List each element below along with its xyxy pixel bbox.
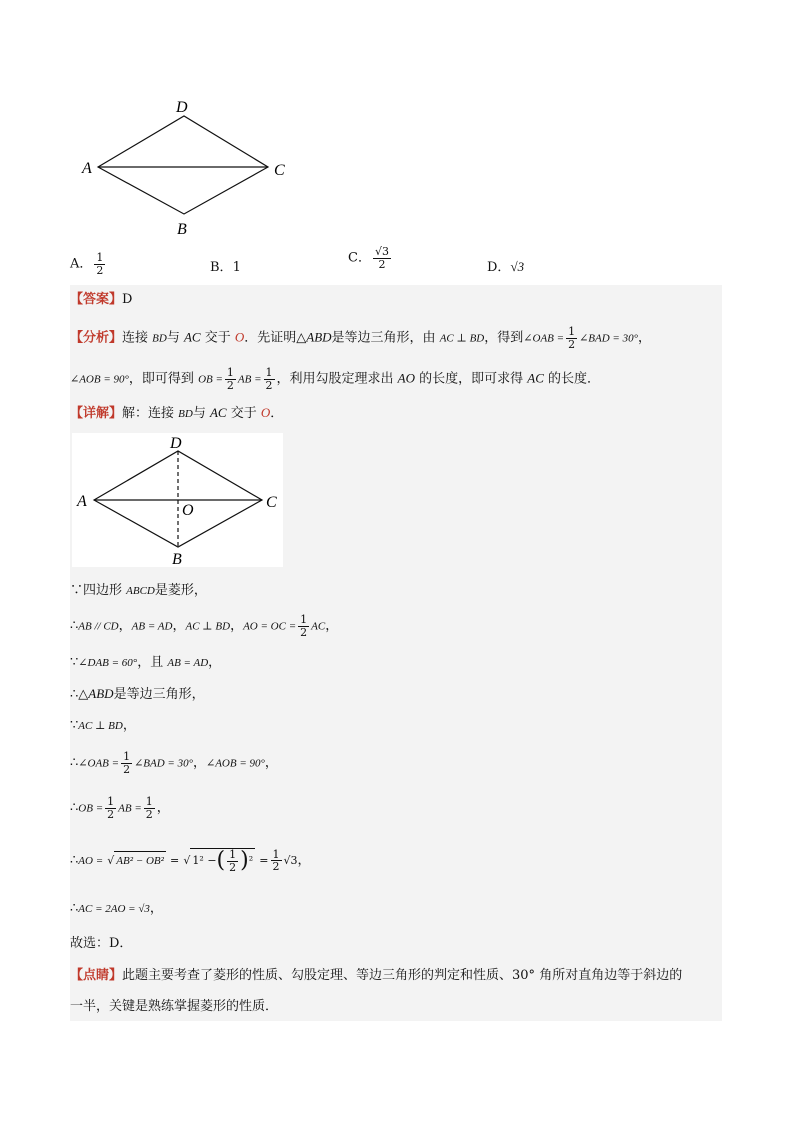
math-o: O xyxy=(260,405,271,420)
fraction-den: 2 xyxy=(272,860,280,874)
math-angle-bad: ∠BAD = 30° xyxy=(134,757,193,770)
step-text: ， xyxy=(172,618,186,634)
step-text: ， xyxy=(122,718,136,733)
vertex-label-c: C xyxy=(266,494,277,511)
fraction-den: 2 xyxy=(107,807,115,821)
option-c-num: √3 xyxy=(374,245,389,258)
fraction-den: 2 xyxy=(265,378,273,392)
fraction-num: 1 xyxy=(107,795,115,808)
math-ab: AB = xyxy=(237,373,262,386)
math-ac: AC xyxy=(311,620,326,633)
math-angle-oab: ∠OAB = xyxy=(78,757,120,770)
math-ao-oc: AO = OC = xyxy=(243,620,297,633)
math-perp: AC ⊥ BD xyxy=(439,332,485,345)
step-2 xyxy=(70,614,722,638)
radicand-2-part: 1² − xyxy=(192,854,217,868)
rhombus-figure xyxy=(70,92,300,242)
answer-tag: 【答案】 xyxy=(70,292,123,307)
math-o: O xyxy=(234,329,245,345)
step-text: ， xyxy=(264,755,278,771)
vertex-label-c: C xyxy=(274,162,285,179)
therefore-symbol: ∴ xyxy=(70,755,79,771)
option-a xyxy=(70,252,107,276)
radicand-2 xyxy=(190,848,255,873)
comment-text: 此题主要考查了菱形的性质、勾股定理、等边三角形的判定和性质、30° 角所对直角边等于斜边的 xyxy=(122,968,683,983)
step-text: 是菱形， xyxy=(154,583,207,598)
math-bd: BD xyxy=(152,332,167,345)
option-d-text: √3 xyxy=(510,259,525,274)
step-6 xyxy=(70,751,722,775)
step-5 xyxy=(70,717,722,735)
math-ao: AO = xyxy=(78,855,104,868)
vertex-label-a: A xyxy=(82,160,92,177)
analysis-line-1 xyxy=(70,326,722,350)
rhombus-outline xyxy=(98,116,268,214)
step-text: ， xyxy=(208,655,222,670)
because-symbol: ∵ xyxy=(70,655,79,670)
option-a-letter: A． xyxy=(70,256,93,272)
step-9 xyxy=(70,900,722,918)
radicand-2-exp: ² xyxy=(248,854,254,868)
analysis-text: ．先证明 xyxy=(244,330,297,346)
step-10 xyxy=(70,935,722,953)
analysis-text: 是等边三角形，由 xyxy=(331,330,440,346)
rhombus-diagonals-figure xyxy=(72,433,283,567)
step-text: ， xyxy=(297,853,311,869)
math-angle-aob: ∠AOB = 90° xyxy=(206,757,265,770)
fraction-half xyxy=(105,796,116,820)
detail-text: ． xyxy=(270,406,284,421)
analysis-tag: 【分析】 xyxy=(70,330,123,346)
math-ac: AC xyxy=(183,329,201,345)
math-triangle: △ABD xyxy=(78,686,114,701)
fraction-num: 1 xyxy=(145,795,153,808)
analysis-text: 与 xyxy=(166,330,184,346)
because-symbol: ∵ xyxy=(70,718,79,733)
vertex-label-d: D xyxy=(170,435,182,452)
step-text: 四边形 xyxy=(83,583,127,598)
detail-text: 交于 xyxy=(226,406,261,421)
math-ac-value: AC = 2AO = √3 xyxy=(78,903,150,915)
step-3 xyxy=(70,654,722,672)
analysis-text: ，得到 xyxy=(484,330,524,346)
math-ab-ad: AB = AD xyxy=(167,657,209,669)
math-ac: AC xyxy=(209,405,227,420)
therefore-symbol: ∴ xyxy=(70,618,79,634)
fraction-half xyxy=(225,367,236,391)
fraction-num: 1 xyxy=(123,750,131,763)
analysis-text: ，即可得到 xyxy=(128,371,199,387)
detail-text: 与 xyxy=(192,406,210,421)
vertex-label-a: A xyxy=(77,493,87,510)
analysis-text: ， xyxy=(637,330,651,346)
detail-tag: 【详解】 xyxy=(70,406,123,421)
vertex-label-b: B xyxy=(172,551,182,567)
step-7 xyxy=(70,796,722,820)
therefore-symbol: ∴ xyxy=(70,901,79,916)
step-text: ， xyxy=(192,755,206,771)
fraction-num: 1 xyxy=(300,613,308,626)
math-ab: AB = xyxy=(118,802,142,815)
math-angle-oab: ∠OAB = xyxy=(523,332,565,345)
fraction-num: 1 xyxy=(229,848,237,861)
final-choice: 故选：D． xyxy=(70,936,133,951)
option-c-den: 2 xyxy=(378,257,386,271)
fraction-den: 2 xyxy=(568,337,576,351)
sqrt-3: √3 xyxy=(283,854,298,868)
analysis-text: 的长度． xyxy=(543,371,601,387)
comment-line-1 xyxy=(70,967,722,985)
math-angle-aob: ∠AOB = 90° xyxy=(70,373,129,386)
option-a-den: 2 xyxy=(96,263,104,277)
analysis-text: 连接 xyxy=(122,330,153,346)
fraction-half xyxy=(298,614,309,638)
math-parallel: AB // CD xyxy=(78,620,119,633)
step-4 xyxy=(70,685,722,704)
step-text: ，且 xyxy=(137,655,168,670)
math-angle-dab: ∠DAB = 60° xyxy=(78,657,138,669)
step-text: ， xyxy=(118,618,132,634)
step-1 xyxy=(70,582,722,600)
option-c xyxy=(348,246,393,270)
fraction-num: 1 xyxy=(226,366,234,379)
fraction-num: 1 xyxy=(568,325,576,338)
math-ob: OB = xyxy=(198,373,223,386)
math-ob: OB = xyxy=(78,802,104,815)
fraction-num: 1 xyxy=(265,366,273,379)
option-b-text: 1 xyxy=(232,260,241,275)
equals-sign: = xyxy=(170,854,180,868)
fraction-half xyxy=(271,849,282,873)
option-c-fraction xyxy=(373,246,391,270)
left-paren: ( xyxy=(216,848,226,874)
option-b xyxy=(210,256,241,275)
fraction-half xyxy=(566,326,577,350)
step-text: ， xyxy=(230,618,244,634)
fraction-den: 2 xyxy=(229,860,237,874)
detail-text: 解：连接 xyxy=(122,406,179,421)
comment-line-2 xyxy=(70,998,722,1016)
step-8 xyxy=(70,848,722,873)
math-triangle: △ABD xyxy=(296,329,332,345)
right-paren: ) xyxy=(240,848,249,874)
math-perp: AC ⊥ BD xyxy=(78,720,123,732)
sqrt-symbol: √ xyxy=(183,854,191,868)
fraction-half xyxy=(227,849,238,873)
step-text: 是等边三角形， xyxy=(113,687,205,702)
vertex-label-b: B xyxy=(177,221,187,238)
fraction-den: 2 xyxy=(145,807,153,821)
equals-sign: = xyxy=(259,854,269,868)
therefore-symbol: ∴ xyxy=(70,853,79,869)
sqrt-symbol: √ xyxy=(107,854,115,868)
option-b-letter: B． xyxy=(210,260,233,275)
because-symbol: ∵ xyxy=(70,583,84,598)
math-abcd: ABCD xyxy=(126,585,155,597)
option-d xyxy=(487,256,524,275)
option-d-letter: D． xyxy=(487,260,511,275)
answer-value: D xyxy=(122,292,133,307)
detail-intro xyxy=(70,404,722,423)
vertex-label-o: O xyxy=(182,502,194,519)
math-angle-bad: ∠BAD = 30° xyxy=(579,332,638,345)
comment-text: 一半，关键是熟练掌握菱形的性质． xyxy=(70,999,279,1014)
vertex-label-d: D xyxy=(176,99,188,116)
analysis-text: 的长度，即可求得 xyxy=(415,371,528,387)
analysis-text: ，利用勾股定理求出 xyxy=(276,371,398,387)
radicand-1: AB² − OB² xyxy=(114,851,166,870)
option-a-num: 1 xyxy=(96,251,104,264)
step-text: ， xyxy=(156,800,170,816)
fraction-den: 2 xyxy=(300,625,308,639)
answer-row xyxy=(70,291,722,309)
math-ab-ad: AB = AD xyxy=(131,620,173,633)
fraction-num: 1 xyxy=(272,847,280,861)
analysis-line-2 xyxy=(70,367,722,391)
analysis-text: 交于 xyxy=(200,330,235,346)
fraction-half xyxy=(264,367,275,391)
math-perp: AC ⊥ BD xyxy=(185,620,231,633)
math-bd: BD xyxy=(178,408,193,420)
math-ac: AC xyxy=(527,370,544,386)
fraction-den: 2 xyxy=(123,762,131,776)
math-ao: AO xyxy=(397,370,416,386)
fraction-den: 2 xyxy=(226,378,234,392)
step-text: ， xyxy=(325,618,339,634)
therefore-symbol: ∴ xyxy=(70,687,79,702)
comment-tag: 【点睛】 xyxy=(70,968,123,983)
option-a-fraction xyxy=(94,252,105,276)
therefore-symbol: ∴ xyxy=(70,800,79,816)
fraction-half xyxy=(144,796,155,820)
fraction-half xyxy=(121,751,132,775)
option-c-letter: C． xyxy=(348,250,371,266)
step-text: ， xyxy=(149,901,163,916)
